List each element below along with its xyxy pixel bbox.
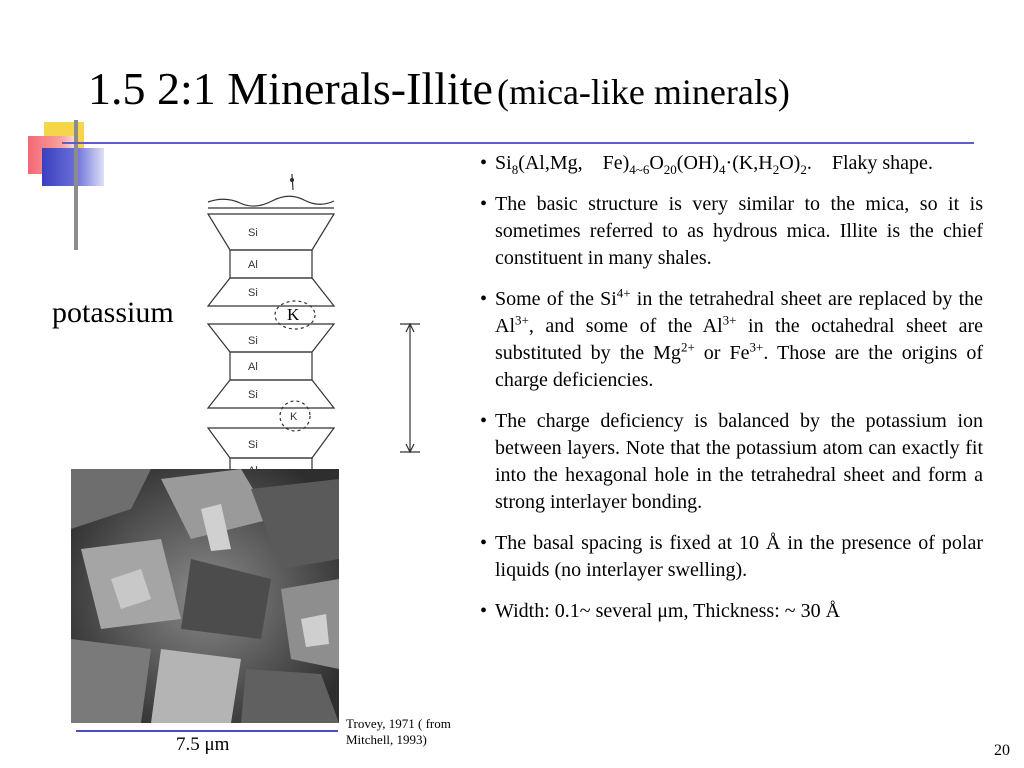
layer-label: Si <box>248 287 258 299</box>
potassium-label: potassium <box>52 296 174 329</box>
page-number: 20 <box>994 742 1010 759</box>
layer-label: Al <box>248 259 258 271</box>
decor-blue-square <box>42 148 104 186</box>
source-citation: Trovey, 1971 ( from Mitchell, 1993) <box>346 716 451 747</box>
bullet-text: The basic structure is very similar to the mica, so it is sometimes referred to as hydrous mica. Illite is the chief constituent in many shales. <box>495 193 983 269</box>
sem-micrograph <box>71 469 339 723</box>
layer-label: Si <box>248 335 258 347</box>
layer-label: Si <box>248 227 258 239</box>
tetra-sheet-5 <box>208 428 334 458</box>
top-wavy-line <box>208 196 334 206</box>
bullet-list <box>480 150 983 639</box>
bullet-dot: • <box>480 410 488 432</box>
bullet-item-basal-spacing <box>480 530 983 584</box>
bullet-item-structure <box>480 191 983 272</box>
tetra-sheet-3 <box>208 324 334 352</box>
k-ion-label-2: K <box>290 411 298 423</box>
bullet-item-substitution: • Some of the $Si^{4+}$ in the tetrahedral sheet are replaced by the $Al^{3+}$, and some of the $Al^{3+}$ in the octahedral sheet are substituted by the $Mg^{2+}$ or $Fe^{3+}$. Those are the origins of charge deficiencies. <box>480 285 983 391</box>
title-underline <box>62 142 974 144</box>
bullet-dot: • <box>480 152 488 174</box>
bullet-text: The charge deficiency is balanced by the potassium ion between layers. Note that the potassium atom can exactly fit into the hexagonal hole in the tetrahedral sheet and form a strong interlayer bonding. <box>495 410 983 513</box>
octa-sheet-2 <box>230 352 312 380</box>
tetra-sheet-4 <box>208 380 334 408</box>
octa-sheet-1 <box>230 250 312 278</box>
bullet-item-charge <box>480 408 983 516</box>
slide-title <box>88 62 988 122</box>
bullet-text: The basal spacing is fixed at 10 Å in the presence of polar liquids (no interlayer swelling). <box>495 532 983 581</box>
photo-underline <box>76 730 338 732</box>
micrograph-image <box>71 469 339 723</box>
title-sub: (mica-like minerals) <box>496 72 790 112</box>
layer-label: Si <box>248 389 258 401</box>
bullet-item-dimensions <box>480 598 983 625</box>
bullet-item-formula: • $Si_8(Al,Mg$, $Fe)_{4\sim 6}O_{20}(OH)_4\cdot(K,H_2O)_2$. Flaky shape. <box>480 152 933 177</box>
tetra-sheet-1 <box>208 214 334 250</box>
illite-structure-diagram <box>200 172 340 502</box>
bullet-dot: • <box>480 193 488 215</box>
tetra-sheet-2 <box>208 278 334 306</box>
layer-label: Si <box>248 439 258 451</box>
scale-label: 7.5 μm <box>176 734 230 755</box>
top-arrow-dot <box>291 179 294 182</box>
bullet-dot: • <box>480 532 488 554</box>
bullet-dot: • <box>480 600 488 622</box>
k-ion-label: K <box>287 305 300 324</box>
decor-vertical-line <box>74 120 78 250</box>
spacing-bracket <box>398 320 422 460</box>
bullet-dot: • <box>480 288 488 310</box>
title-main: 1.5 2:1 Minerals-Illite <box>88 63 493 114</box>
bullet-text: Width: 0.1~ several μm, Thickness: ~ 30 Å <box>495 600 841 622</box>
layer-label: Al <box>248 361 258 373</box>
